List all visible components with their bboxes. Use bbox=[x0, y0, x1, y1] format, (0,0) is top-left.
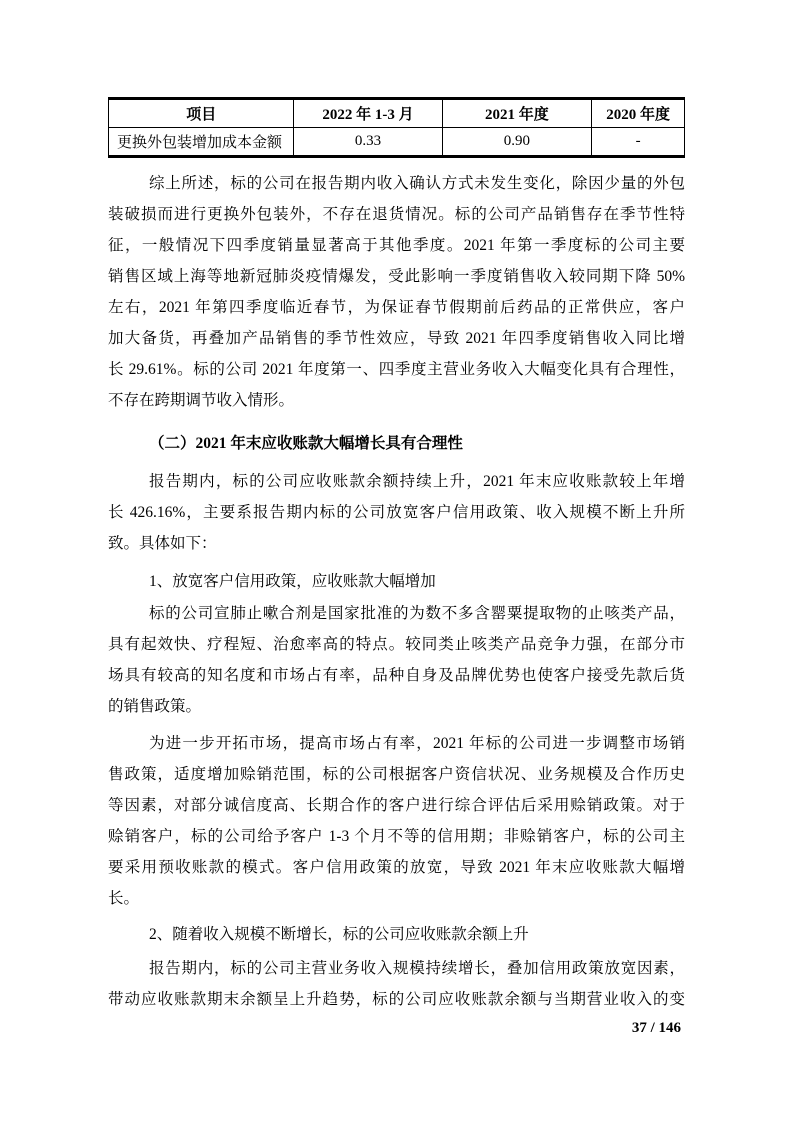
text-line: 要采用预收账款的模式。客户信用政策的放宽，导致 2021 年末应收账款大幅增 bbox=[108, 859, 685, 876]
table-row bbox=[109, 128, 685, 157]
text-line: 报告期内，标的公司主营业务收入规模持续增长，叠加信用政策放宽因素， bbox=[149, 960, 685, 977]
table-header-2021: 2021 年度 bbox=[442, 99, 592, 128]
text-line: 致。具体如下： bbox=[108, 535, 217, 552]
paragraph-trend bbox=[108, 953, 685, 1015]
text-line: 场具有较高的知名度和市场占有率，品种自身及品牌优势也使客户接受先款后货 bbox=[108, 667, 685, 684]
table-cell-2021-value: 0.90 bbox=[442, 128, 592, 157]
text-line: 的销售政策。 bbox=[108, 698, 202, 715]
text-line: 征，一般情况下四季度销量显著高于其他季度。2021 年第一季度标的公司主要 bbox=[108, 237, 685, 254]
page-number: 37 / 146 bbox=[631, 1020, 681, 1036]
text-line: 综上所述，标的公司在报告期内收入确认方式未发生变化，除因少量的外包 bbox=[149, 175, 685, 192]
table-cell-2020-value: - bbox=[592, 128, 685, 157]
paragraph-product bbox=[108, 598, 685, 722]
text-line: 报告期内，标的公司应收账款余额持续上升，2021 年末应收账款较上年增 bbox=[149, 473, 685, 490]
page-content bbox=[108, 0, 685, 1015]
text-line: 不存在跨期调节收入情形。 bbox=[108, 392, 295, 409]
text-line: 加大备货，再叠加产品销售的季节性效应，导致 2021 年四季度销售收入同比增 bbox=[108, 330, 685, 347]
table-header-2022-q1: 2022 年 1-3 月 bbox=[294, 99, 442, 128]
text-line: 等因素，对部分诚信度高、长期合作的客户进行综合评估后采用赊销政策。对于 bbox=[108, 797, 685, 814]
paragraph-receivables-growth bbox=[108, 466, 685, 559]
text-line: 带动应收账款期末余额呈上升趋势，标的公司应收账款余额与当期营业收入的变 bbox=[108, 991, 685, 1008]
table-header-item: 项目 bbox=[109, 99, 294, 128]
text-line: 长。 bbox=[108, 890, 140, 907]
table-cell-2022-q1-value: 0.33 bbox=[294, 128, 442, 157]
text-line: 为进一步开拓市场，提高市场占有率，2021 年标的公司进一步调整市场销 bbox=[149, 735, 685, 752]
table-header-2020: 2020 年度 bbox=[592, 99, 685, 128]
table-cell-item-name: 更换外包装增加成本金额 bbox=[109, 128, 294, 157]
paragraph-overview bbox=[108, 168, 685, 416]
text-line: 左右，2021 年第四季度临近春节，为保证春节假期前后药品的正常供应，客户 bbox=[108, 299, 685, 316]
text-line: 装破损而进行更换外包装外，不存在退货情况。标的公司产品销售存在季节性特 bbox=[108, 206, 685, 223]
text-line: 售政策，适度增加赊销范围，标的公司根据客户资信状况、业务规模及合作历史 bbox=[108, 766, 685, 783]
subheading-credit-policy: 1、放宽客户信用政策，应收账款大幅增加 bbox=[149, 573, 436, 590]
text-line: 销售区域上海等地新冠肺炎疫情爆发，受此影响一季度销售收入较同期下降 50% bbox=[108, 268, 685, 285]
text-line: 赊销客户，标的公司给予客户 1-3 个月不等的信用期；非赊销客户，标的公司主 bbox=[108, 828, 685, 845]
paragraph-market bbox=[108, 728, 685, 914]
section-heading: （二）2021 年末应收账款大幅增长具有合理性 bbox=[149, 435, 463, 452]
packaging-cost-table bbox=[108, 97, 685, 158]
text-line: 标的公司宣肺止嗽合剂是国家批准的为数不多含罂粟提取物的止咳类产品， bbox=[149, 605, 685, 622]
subheading-revenue-growth: 2、随着收入规模不断增长，标的公司应收账款余额上升 bbox=[149, 926, 529, 943]
text-line: 长 29.61%。标的公司 2021 年度第一、四季度主营业务收入大幅变化具有合理性， bbox=[108, 361, 685, 378]
table-header-row bbox=[109, 99, 685, 128]
text-line: 长 426.16%，主要系报告期内标的公司放宽客户信用政策、收入规模不断上升所 bbox=[108, 504, 685, 521]
text-line: 具有起效快、疗程短、治愈率高的特点。较同类止咳类产品竞争力强，在部分市 bbox=[108, 636, 685, 653]
